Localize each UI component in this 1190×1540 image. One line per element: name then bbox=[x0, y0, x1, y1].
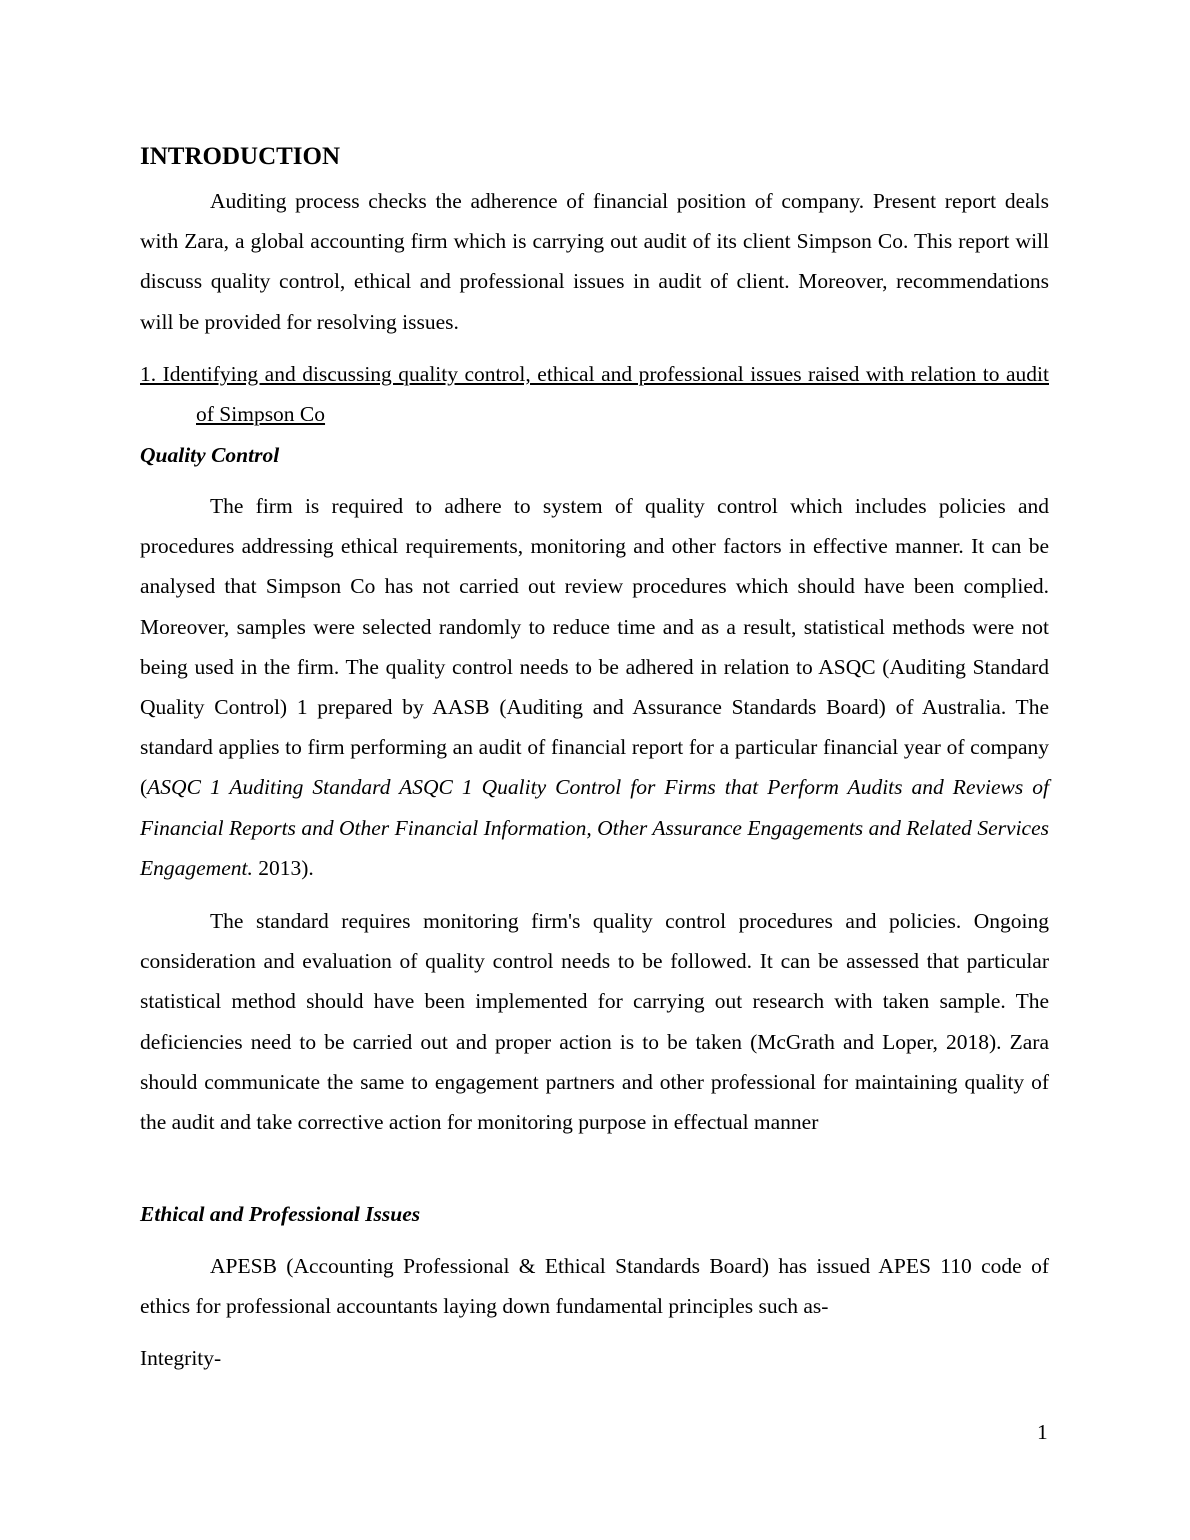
section-1-title: 1. Identifying and discussing quality control, ethical and professional issues raised with relation to audit of Simpson Co bbox=[140, 362, 1049, 427]
ethical-issues-paragraph-1: APESB (Accounting Professional & Ethical Standards Board) has issued APES 110 code of ethics for professional accountants laying down fundamental principles such as- bbox=[140, 1254, 1049, 1319]
quality-control-paragraph-1-text: The firm is required to adhere to system of quality control which includes policies and procedures addressing ethical requirements, monitoring and other factors in effective manner. It can be analysed that Simpson Co has not carried out review procedures which should have been complied. Moreover, samples were selected randomly to reduce time and as a result, statistical methods were not being used in the firm. The quality control needs to be adhered in relation to ASQC (Auditing Standard Quality Control) 1 prepared by AASB (Auditing and Assurance Standards Board) of Australia. The standard applies to firm performing an audit of financial report for a particular financial year of company ( bbox=[140, 494, 1049, 800]
page-title: INTRODUCTION bbox=[140, 143, 341, 170]
intro-paragraph: Auditing process checks the adherence of financial position of company. Present report deals with Zara, a global accounting firm which is carrying out audit of its client Simpson Co. This report will discuss quality control, ethical and professional issues in audit of client. Moreover, recommendations will be provided for resolving issues. bbox=[140, 189, 1049, 334]
integrity-label: Integrity- bbox=[140, 1346, 222, 1370]
quality-control-paragraph-2: The standard requires monitoring firm's quality control procedures and policies. Ongoing consideration and evaluation of quality control needs to be followed. It can be assessed that particular statistical method should have been implemented for carrying out research with taken sample. The deficiencies need to be carried out and proper action is to be taken (McGrath and Loper, 2018). Zara should communicate the same to engagement partners and other professional for maintaining quality of the audit and take corrective action for monitoring purpose in effectual manner bbox=[140, 909, 1049, 1135]
citation-year: 2013). bbox=[252, 855, 314, 880]
quality-control-paragraph-1 bbox=[140, 486, 1049, 888]
asqc-citation: ASQC 1 Auditing Standard ASQC 1 Quality Control for Firms that Perform Audits and Reviews of Financial Reports and Other Financial Information, Other Assurance Engagements and Related Services Engagement. bbox=[140, 775, 1049, 880]
ethical-issues-heading: Ethical and Professional Issues bbox=[140, 1202, 421, 1226]
quality-control-heading: Quality Control bbox=[140, 443, 280, 467]
page-number: 1 bbox=[1037, 1420, 1048, 1444]
